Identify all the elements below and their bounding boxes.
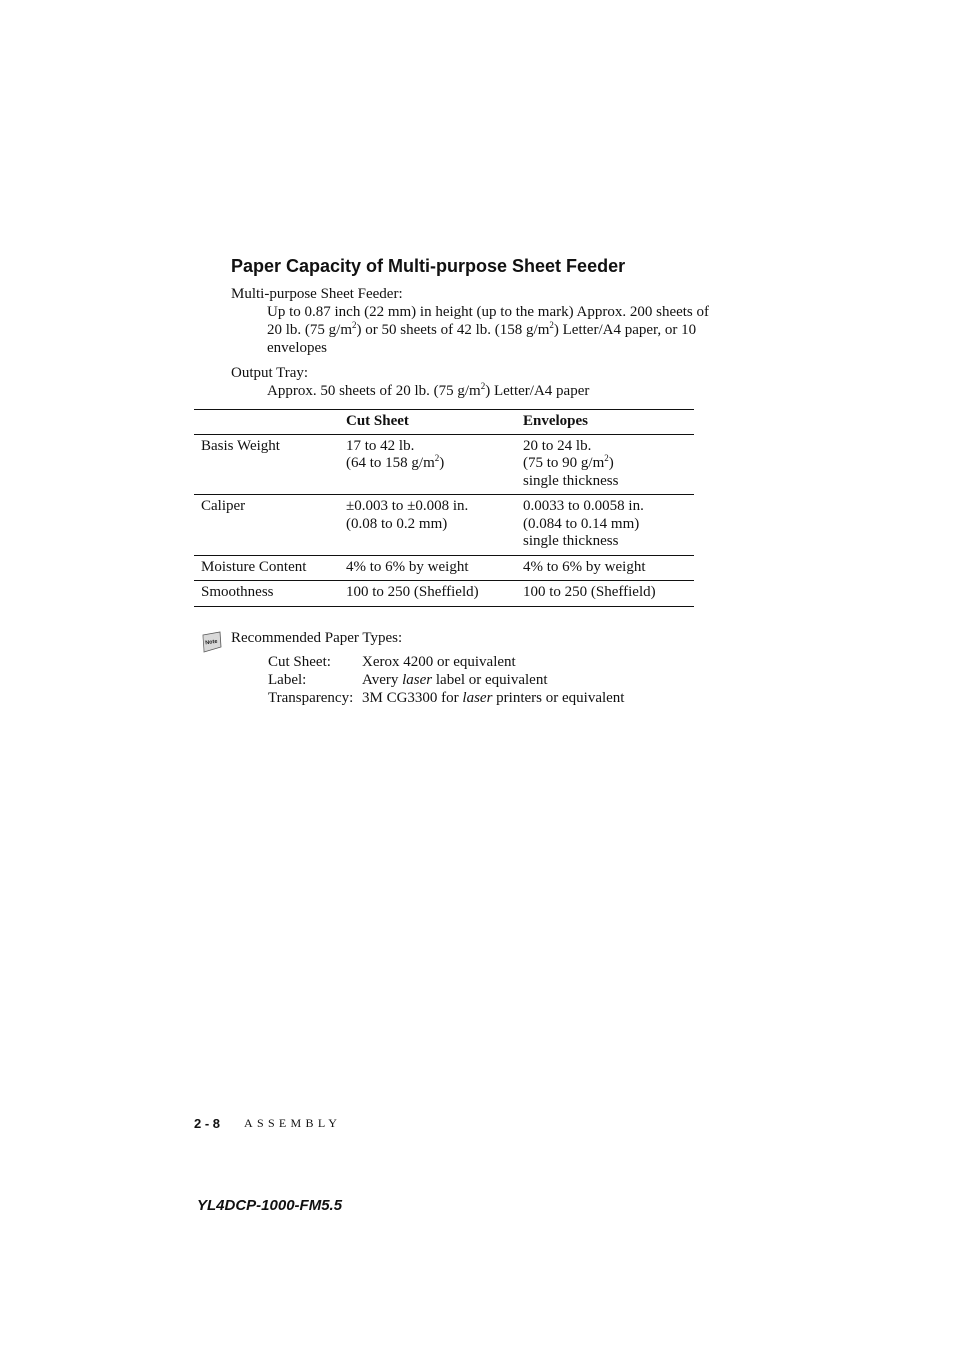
envelopes-cell: 100 to 250 (Sheffield)	[523, 581, 694, 607]
paper-type-value: 3M CG3300 for laser printers or equivalent	[362, 690, 625, 706]
list-item	[268, 653, 624, 671]
table-row	[194, 581, 694, 607]
list-item	[268, 689, 624, 707]
table-row	[194, 434, 694, 495]
cut-sheet-cell: 17 to 42 lb. (64 to 158 $g/m^2$)	[346, 434, 523, 495]
tray-label: Output Tray:	[231, 365, 309, 381]
paper-type-label: Cut Sheet:	[268, 654, 331, 670]
paper-type-label: Transparency:	[268, 690, 354, 706]
row-label: Caliper	[194, 495, 346, 556]
paper-type-value: Xerox 4200 or equivalent	[362, 654, 516, 670]
table-header-blank	[194, 410, 346, 435]
table-header-envelopes: Envelopes	[523, 410, 694, 435]
note-title: Recommended Paper Types:	[231, 630, 403, 646]
cut-sheet-cell: 100 to 250 (Sheffield)	[346, 581, 523, 607]
envelopes-cell: 0.0033 to 0.0058 in. (0.084 to 0.14 mm) single thickness	[523, 495, 694, 556]
feeder-label: Multi-purpose Sheet Feeder:	[231, 286, 403, 302]
cut-sheet-cell: ±0.003 to ±0.008 in. (0.08 to 0.2 mm)	[346, 495, 523, 556]
tray-description: Approx. 50 sheets of 20 lb. (75 $g/m^2$) Letter/A4 paper	[267, 381, 590, 399]
page-number: 2 - 8	[194, 1116, 221, 1131]
paper-type-label: Label:	[268, 672, 307, 688]
recommended-paper-list	[268, 653, 624, 707]
section-name: ASSEMBLY	[244, 1116, 342, 1130]
table-header-row	[194, 410, 694, 435]
row-label: Smoothness	[194, 581, 346, 607]
table-header-cut-sheet: Cut Sheet	[346, 410, 523, 435]
note-icon-label: Note	[204, 638, 218, 647]
section-title: Paper Capacity of Multi-purpose Sheet Feeder	[231, 256, 626, 276]
document-id: YL4DCP-1000-FM5.5	[197, 1197, 343, 1214]
table-row	[194, 555, 694, 581]
paper-spec-table	[194, 409, 694, 607]
envelopes-cell: 20 to 24 lb. (75 to 90 $g/m^2$) single thickness	[523, 434, 694, 495]
envelopes-cell: 4% to 6% by weight	[523, 555, 694, 581]
table-row	[194, 495, 694, 556]
feeder-description: Up to 0.87 inch (22 mm) in height (up to the mark) Approx. 200 sheets of 20 lb. (75 $g/m^2$) or 50 sheets of 42 lb. (158 $g/m^2$) Letter/A4 paper, or 10 envelopes	[267, 304, 710, 356]
row-label: Moisture Content	[194, 555, 346, 581]
paper-type-value: Avery laser label or equivalent	[362, 672, 548, 688]
cut-sheet-cell: 4% to 6% by weight	[346, 555, 523, 581]
note-icon	[200, 631, 222, 653]
list-item	[268, 671, 624, 689]
row-label: Basis Weight	[194, 434, 346, 495]
